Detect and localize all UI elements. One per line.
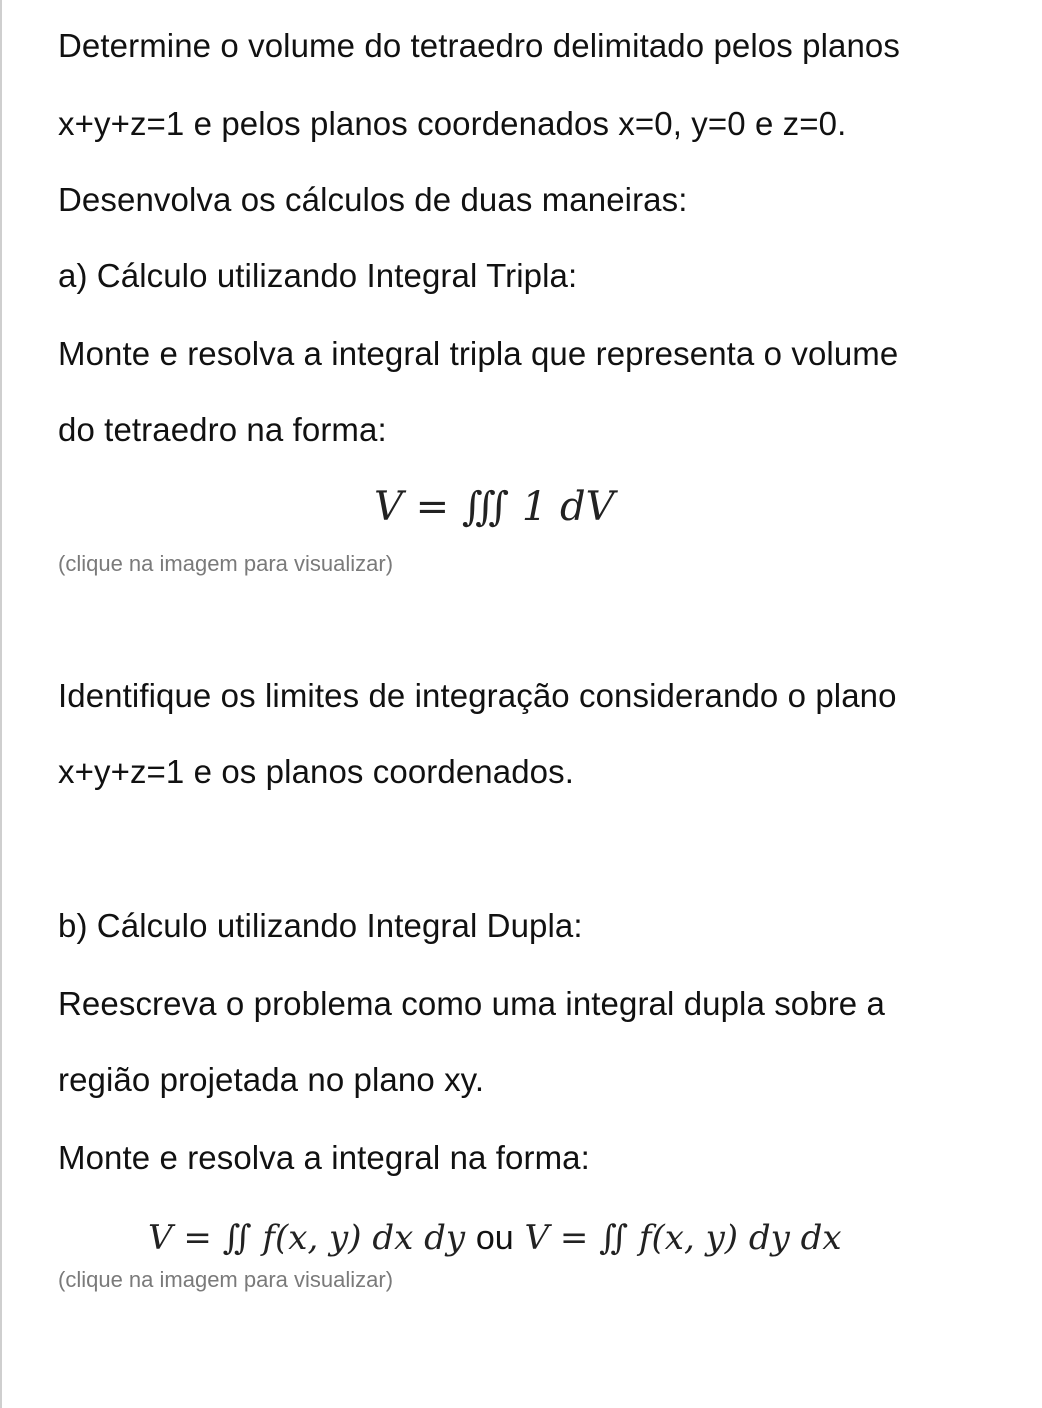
double-integral-formula-image[interactable] (148, 1216, 842, 1260)
part-b-line-2: região projetada no plano xy. (58, 1061, 485, 1098)
triple-integral-formula-image[interactable]: V = ∭ 1 dV (374, 484, 615, 530)
double-integral-dxdy: V = ∬ f(x, y) dx dy (148, 1218, 466, 1258)
intro-line-2: x+y+z=1 e pelos planos coordenados x=0, y=0 e z=0. (58, 105, 847, 142)
part-b-line-3: Monte e resolva a integral na forma: (58, 1139, 590, 1176)
part-a-line-1: Monte e resolva a integral tripla que representa o volume (58, 335, 899, 372)
part-b-line-1: Reescreva o problema como uma integral dupla sobre a (58, 985, 885, 1022)
intro-line-3: Desenvolva os cálculos de duas maneiras: (58, 181, 688, 218)
part-b-view-note: (clique na imagem para visualizar) (58, 1267, 394, 1292)
formula-connector: ou (475, 1219, 514, 1257)
part-a-limits-line-2: x+y+z=1 e os planos coordenados. (58, 753, 574, 790)
part-a-line-2: do tetraedro na forma: (58, 411, 387, 448)
intro-line-1: Determine o volume do tetraedro delimitado pelos planos (58, 27, 900, 64)
part-a-limits-line-1: Identifique os limites de integração considerando o plano (58, 677, 897, 714)
left-border (0, 0, 2, 1408)
part-b-heading: b) Cálculo utilizando Integral Dupla: (58, 907, 583, 944)
part-a-view-note: (clique na imagem para visualizar) (58, 551, 394, 576)
double-integral-dydx: V = ∬ f(x, y) dy dx (524, 1218, 842, 1258)
part-a-heading: a) Cálculo utilizando Integral Tripla: (58, 257, 578, 294)
